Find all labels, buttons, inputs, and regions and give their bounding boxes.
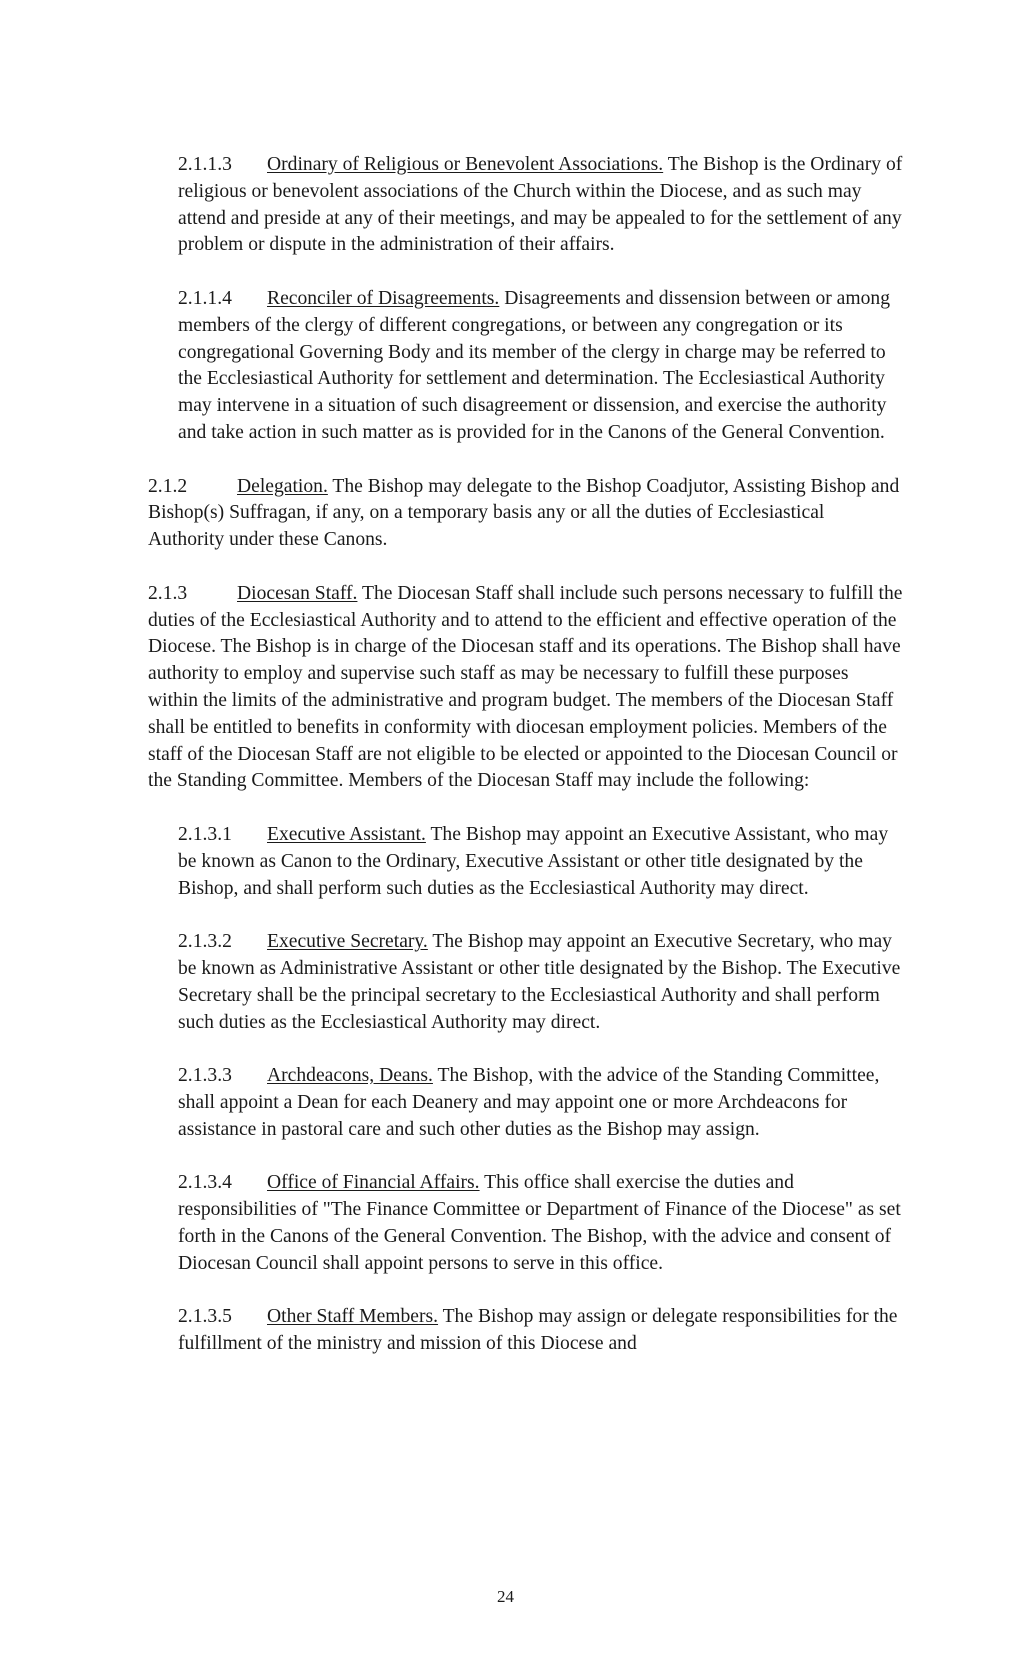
document-body [0,152,1011,1358]
section-heading: Archdeacons, Deans. [267,1065,433,1087]
section-heading: Delegation. [237,475,328,497]
section-number: 2.1.3.3 [178,1065,232,1087]
section-2-1-2 [148,474,903,554]
section-number: 2.1.3.4 [178,1172,232,1194]
section-number: 2.1.3 [148,582,188,604]
section-text: The Bishop may delegate to the Bishop Coadjutor, Assisting Bishop and Bishop(s) Suffragan, if any, on a temporary basis any or all the duties of Ecclesiastical Authority under these Canons. [148,475,900,551]
section-2-1-1-4 [178,286,903,447]
section-2-1-3-4 [178,1170,903,1277]
section-2-1-3-3 [178,1063,903,1143]
section-heading: Executive Assistant. [267,823,426,845]
page-number: 24 [497,1587,514,1606]
section-number: 2.1.1.4 [178,287,232,309]
section-number: 2.1.3.5 [178,1306,232,1328]
section-heading: Reconciler of Disagreements. [267,287,500,309]
section-text: The Bishop is the Ordinary of religious or benevolent associations of the Church within the Diocese, and as such may attend and preside at any of their meetings, and may be appealed to for the settlement of any problem or dispute in the administration of their affairs. [178,154,903,256]
section-number: 2.1.3.1 [178,823,232,845]
section-heading: Ordinary of Religious or Benevolent Associations. [267,154,664,175]
section-text: The Bishop may assign or delegate responsibilities for the fulfillment of the ministry and mission of this Diocese and [178,1306,898,1355]
section-number: 2.1.1.3 [178,154,232,175]
section-2-1-3 [148,581,903,795]
section-2-1-3-2 [178,929,903,1036]
section-2-1-1-3 [178,152,903,259]
section-text: The Diocesan Staff shall include such persons necessary to fulfill the duties of the Ecclesiastical Authority and to attend to the efficient and effective operation of the Diocese. The Bishop is in charge of the Diocesan staff and its operations. The Bishop shall have authority to employ and supervise such staff as may be necessary to fulfill these purposes within the limits of the administrative and program budget. The members of the Diocesan Staff shall be entitled to benefits in conformity with diocesan employment policies. Members of the staff of the Diocesan Staff are not eligible to be elected or appointed to the Diocesan Council or the Standing Committee. Members of the Diocesan Staff may include the following: [148,582,903,792]
section-text: Disagreements and dissension between or among members of the clergy of different congregations, or between any congregation or its congregational Governing Body and its member of the clergy in charge may be referred to the Ecclesiastical Authority for settlement and determination. The Ecclesiastical Authority may intervene in a situation of such disagreement or dissension, and exercise the authority and take action in such matter as is provided for in the Canons of the General Convention. [178,287,891,443]
section-heading: Office of Financial Affairs. [267,1172,480,1194]
section-number: 2.1.2 [148,475,188,497]
section-text: This office shall exercise the duties and responsibilities of "The Finance Committee or Department of Finance of the Diocese" as set forth in the Canons of the General Convention. The Bishop, with the advice and consent of Diocesan Council shall appoint persons to serve in this office. [178,1172,901,1274]
section-2-1-3-1 [178,822,903,902]
section-text: The Bishop, with the advice of the Standing Committee, shall appoint a Dean for each Deanery and may appoint one or more Archdeacons for assistance in pastoral care and such other duties as the Bishop may assign. [178,1065,880,1140]
section-2-1-3-5 [178,1304,903,1358]
section-heading: Other Staff Members. [267,1306,439,1328]
section-heading: Diocesan Staff. [237,582,358,604]
section-heading: Executive Secretary. [267,931,428,953]
section-text: The Bishop may appoint an Executive Assistant, who may be known as Canon to the Ordinary, Executive Assistant or other title designated by the Bishop, and shall perform such duties as the Ecclesiastical Authority may direct. [178,823,889,899]
section-number: 2.1.3.2 [178,931,232,953]
section-text: The Bishop may appoint an Executive Secretary, who may be known as Administrative Assistant or other title designated by the Bishop. The Executive Secretary shall be the principal secretary to the Ecclesiastical Authority and shall perform such duties as the Ecclesiastical Authority may direct. [178,931,901,1033]
